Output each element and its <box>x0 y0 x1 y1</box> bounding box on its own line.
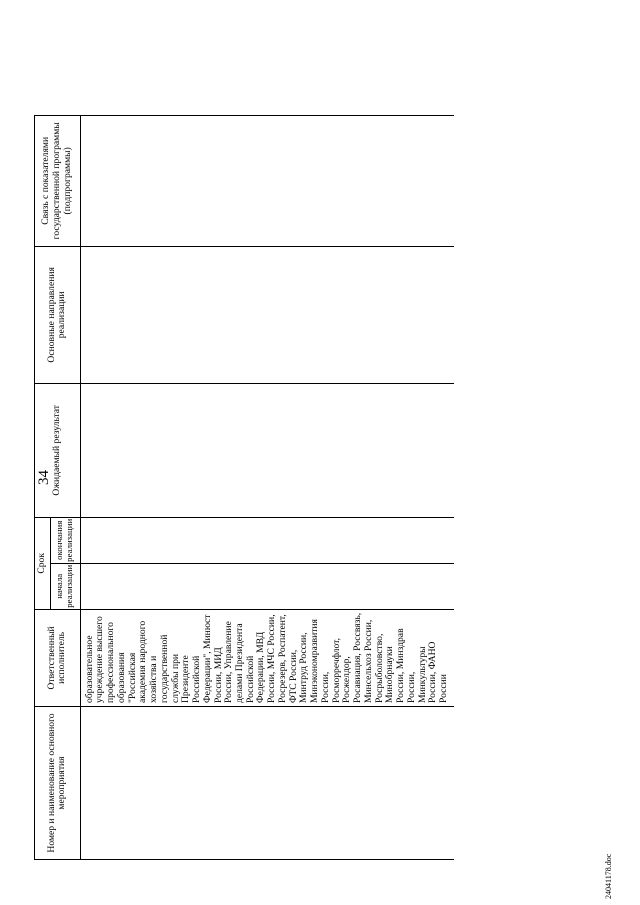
executor-line: Росрыболовство, <box>373 633 385 703</box>
executor-line: образования <box>115 652 127 703</box>
executor-line: Росморречфлот, <box>330 637 342 703</box>
executor-line: государственной <box>158 634 170 703</box>
executor-line: Российской <box>191 655 203 703</box>
executor-line: Росжелдор, <box>341 656 353 703</box>
document-code: 24041178.doc <box>604 853 613 899</box>
header-term: Срок <box>35 517 51 609</box>
table-row <box>80 115 453 859</box>
executor-line: России, МЧС России, <box>266 614 278 703</box>
executor-line: России, ФАНО <box>427 641 439 703</box>
executor-line: России, <box>319 671 331 703</box>
header-executor: Ответственный исполнитель <box>35 609 81 706</box>
executor-line: Минкультуры <box>416 646 428 703</box>
executor-line: Минэкономразвития <box>309 619 321 703</box>
header-directions: Основные направления реализации <box>35 246 81 383</box>
executor-line: Российской <box>244 655 256 703</box>
executor-line: России, Минздрав <box>395 628 407 703</box>
executor-line: академия народного <box>137 620 149 703</box>
cell-measure <box>80 707 453 860</box>
executor-line: Росрезерв, Роспатент, <box>276 614 288 703</box>
header-link: Связь с показателями государственной программы (подпрограммы) <box>35 115 81 246</box>
executor-line: России, Управление <box>223 621 235 703</box>
executor-line: Минсельхоз России, <box>362 619 374 703</box>
executor-line: Федерации, МВД <box>255 631 267 703</box>
executor-line: делами Президента <box>234 623 246 703</box>
cell-directions <box>80 246 453 383</box>
executor-line: России, <box>405 671 417 703</box>
header-term-start: начала реализации <box>50 563 80 609</box>
page-number: 34 <box>36 470 52 485</box>
cell-result <box>80 383 453 517</box>
executor-line: Росавиация, Россвязь, <box>352 612 364 703</box>
executor-line: хозяйства и <box>148 655 160 703</box>
executor-line: России, МИД <box>212 647 224 703</box>
header-term-end: окончания реализации <box>50 517 80 563</box>
executor-line: "Российская <box>126 652 138 703</box>
executor-line: учреждение высшего <box>94 616 106 703</box>
executor-line: образовательное <box>83 635 95 703</box>
executor-line: профессионального <box>105 622 117 703</box>
executor-line: Президенте <box>180 655 192 703</box>
cell-executor <box>80 609 453 706</box>
executor-line: службы при <box>169 653 181 703</box>
executor-line: ФТС России, <box>287 649 299 703</box>
measures-table <box>34 115 454 860</box>
executor-line: Федерации", Минюст <box>201 614 213 703</box>
cell-link <box>80 115 453 246</box>
cell-term-end <box>80 517 453 563</box>
executor-line: Минобрнауки <box>384 646 396 703</box>
header-result: Ожидаемый результат <box>35 383 81 517</box>
table-header-row <box>35 115 51 859</box>
executor-line: России <box>437 674 449 703</box>
executor-line: Минтруд России, <box>298 632 310 703</box>
header-measure: Номер и наименование основного мероприятия <box>35 707 81 860</box>
cell-term-start <box>80 563 453 609</box>
